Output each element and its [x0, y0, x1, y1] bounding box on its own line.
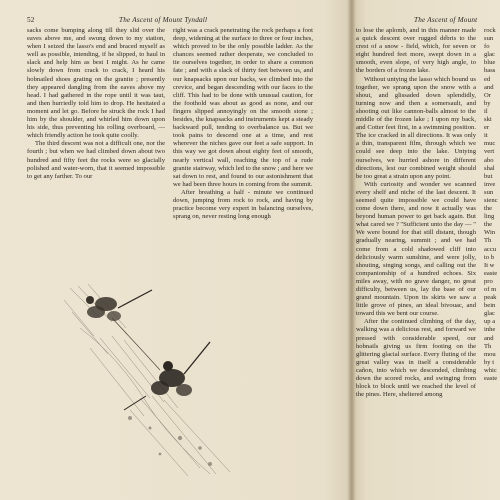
line-fragment: blue [484, 59, 496, 67]
line-fragment: easte [484, 375, 498, 383]
line-fragment: by [484, 99, 491, 107]
left-column-2 [173, 27, 313, 221]
line-fragment: It w [484, 261, 495, 269]
line-fragment: sun [484, 35, 494, 43]
paragraph: Without untying the lasso which bound us together, we sprang upon the snow with a shout, and glissaded down splendidly, turning now and then a somersault, and shooting out like cannon-balls almost to the middle of the frozen lake ; I upon my back, and Cotter feet first, in a swimming position. The ice cracked in all directions. It was only a thin, transparent film, through which we could see deep into the lake. Untying ourselves, we hurried ashore in different directions, lest our combined weight should be too great a strain upon any point. [356, 75, 476, 180]
line-fragment: and [484, 334, 494, 342]
line-fragment: by t [484, 358, 495, 366]
paragraph: After the continued climbing of the day, walking was a delicious rest, and forward we pressed with considerable speed, our hobnails giving us firm footing on the glittering glacial surface. Every fluting of the great valley was in itself a considerable cañon, into which we descended, climbing down the scored rocks, and swinging from block to block until we reached the level of the pines. Here, sheltered among [356, 318, 476, 399]
rope [112, 318, 160, 370]
line-fragment: Th [484, 237, 492, 245]
line-fragment: inhe [484, 326, 496, 334]
line-fragment: and [484, 83, 494, 91]
line-fragment: bein [484, 302, 496, 310]
line-fragment: but [484, 172, 493, 180]
paragraph: right was a crack penetrating the rock perhaps a foot deep, widening at the surface to three or four inches, which proved to be the only possible ladder. As the chances seemed rather desperate, we concluded to tie ourselves together, in order to share a common fate ; and with a slack of thirty feet between us, and our knapsacks upon our backs, we climbed into the crevice, and began descending with our faces to the cliff. This had to be done with unusual caution, for the foothold was about as good as none, and our fingers slipped annoyingly on the smooth stone ; besides, the knapsacks and instruments kept a steady backward pull, tending to overbalance us. But we took pains to descend one at a time, and rest wherever the niches gave our feet a safe support. In this way we got down about eighty feet of smooth, nearly vertical wall, reaching the top of a rude granite stairway, which led to the snow ; and here we sat down to rest, and found to our astonishment that we had been three hours in coming from the summit. [173, 27, 314, 188]
right-column-2-cropped [484, 27, 500, 383]
line-fragment: inve [484, 180, 496, 188]
line-fragment: whic [484, 366, 497, 374]
line-fragment: peak [484, 294, 497, 302]
line-fragment: mou [484, 350, 496, 358]
paragraph: With curiosity and wonder we scanned every shelf and niche of the last descent. It seemed quite impossible we could have come down there, and now it actually was beyond human power to get back again. But what cared we ? "Sufficient unto the day — " We were bound for that still distant, though gradually nearing, summit ; and we had come from a cold shadowed cliff into deliciously warm sunshine, and were jolly, shouting, singing songs, and calling out the companionship of a hundred echoes. Six miles away, with no grave danger, no great difficulty, between us, lay the base of our grand mountain. Upon its skirts we saw a little grove of pines, an ideal bivouac, and toward this we bent our course. [356, 180, 476, 318]
line-fragment: pro [484, 277, 493, 285]
line-fragment: ling [484, 213, 495, 221]
left-running-title: The Ascent of Mount Tyndall [119, 16, 208, 24]
line-fragment: Win [484, 229, 496, 237]
paragraph: to lose the aplomb, and in this manner made a quick descent over rugged débris to the crest of a snow - field, which, for seven or eight hundred feet more, swept down in a smooth, even slope, of very high angle, to the borders of a frozen lake. [356, 27, 476, 75]
line-fragment: vert [484, 148, 495, 156]
line-fragment: sienc [484, 196, 498, 204]
line-fragment: ski [484, 116, 492, 124]
left-column-1 [27, 27, 165, 181]
line-fragment: er [484, 124, 490, 132]
line-fragment: the [484, 221, 493, 229]
climbers-illustration [60, 278, 240, 478]
right-column-1 [356, 27, 476, 399]
paragraph: After breathing a half - minute we continued down, jumping from rock to rock, and having by practice become very expert in balancing ourselves, sprang on, never resting long enough [173, 188, 313, 221]
line-fragment: up a [484, 318, 496, 326]
right-page [352, 0, 500, 500]
line-fragment: of m [484, 286, 497, 293]
line-fragment: to b [484, 253, 495, 261]
line-fragment: fo [484, 43, 490, 51]
paragraph: sacks come bumping along till they slid over the eaves above me, and swung down to my station, when I seized the lasso's end and braced myself as well as possible, intending, if he slipped, to haul in slack and help him as best I might. As he came slowly down from crack to crack, I heard his hobnailed shoes grating on the granite ; presently they appeared dangling from the eaves above my head. I had gathered in the rope until it was taut, and then hurriedly told him to drop. He hesitated a moment and let go. Before he struck the rock I had him by the shoulder, and whirled him down upon his side, thus preventing his rolling overboard, — which friendly action he took quite coolly. [27, 27, 165, 140]
line-fragment: Or [484, 91, 491, 99]
line-fragment: sun [484, 188, 494, 196]
left-running-head [27, 16, 317, 24]
line-fragment: Th [484, 342, 492, 350]
page-number: 52 [27, 16, 35, 24]
right-running-head [414, 16, 477, 24]
line-fragment: muc [484, 140, 496, 148]
line-fragment: bass [484, 67, 496, 75]
line-fragment: the [484, 205, 493, 213]
line-fragment: rock [484, 27, 496, 34]
line-fragment: it [484, 132, 488, 140]
line-fragment: accu [484, 245, 497, 253]
line-fragment: abo [484, 156, 494, 164]
climber-figure-lower [124, 342, 210, 410]
line-fragment: glac [484, 51, 495, 59]
line-fragment: glac [484, 310, 495, 318]
paragraph: The third descent was not a difficult one, nor the fourth ; but when we had climbed down about two hundred and fifty feet the rocks were so glacially polished and water-worn, that it seemed impossible to get any farther. To our [27, 140, 165, 180]
line-fragment: ed [484, 75, 491, 83]
climber-figure-upper [86, 290, 152, 321]
line-fragment: shal [484, 164, 495, 172]
line-fragment: il [484, 107, 488, 115]
book-gutter [347, 0, 356, 500]
line-fragment: easte [484, 269, 498, 277]
right-running-title: The Ascent of Mount [414, 16, 478, 24]
